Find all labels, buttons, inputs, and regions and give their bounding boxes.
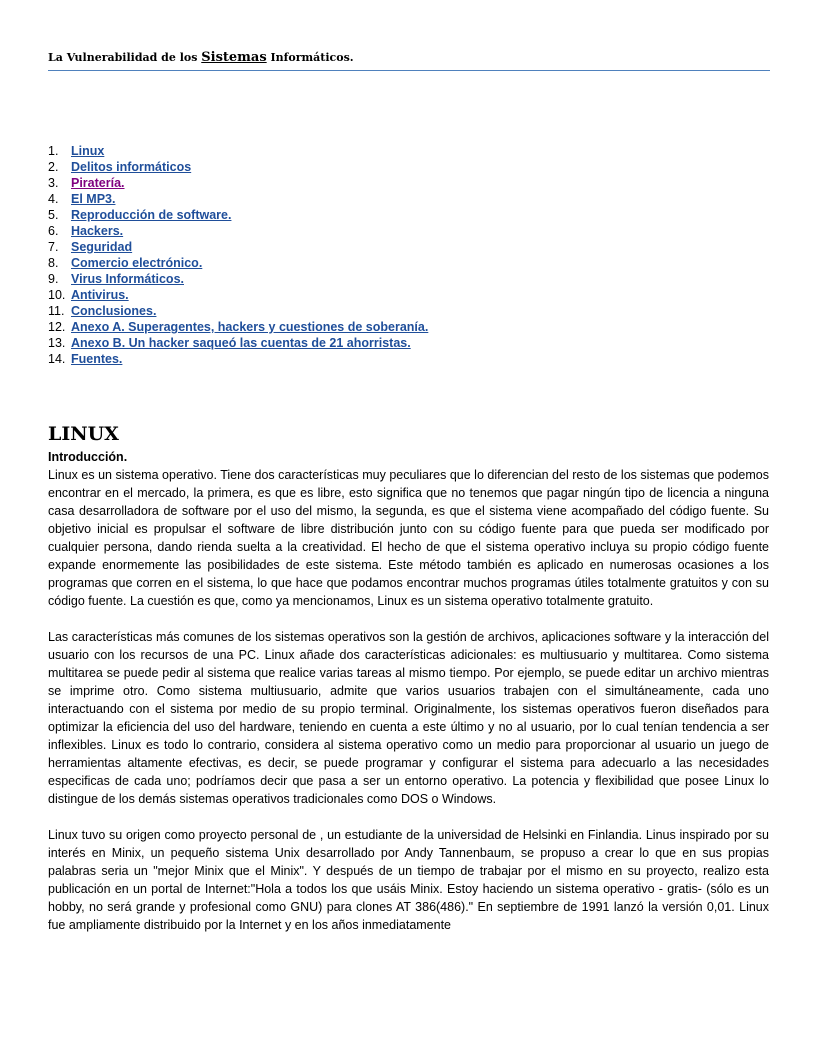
toc-item: 7. Seguridad	[48, 240, 133, 254]
toc-link-virus[interactable]: Virus Informáticos.	[71, 272, 184, 286]
toc-link-conclusiones[interactable]: Conclusiones.	[71, 304, 157, 318]
toc-item: 5. Reproducción de software.	[48, 208, 232, 222]
toc-item: 10. Antivirus.	[48, 288, 129, 302]
section-title: LINUX	[48, 423, 119, 445]
toc-link-anexo-b[interactable]: Anexo B. Un hacker saqueó las cuentas de 21 ahorristas.	[71, 336, 411, 350]
table-of-contents	[48, 143, 428, 367]
toc-link-delitos[interactable]: Delitos informáticos	[71, 160, 192, 174]
paragraph: Linux es un sistema operativo. Tiene dos características muy peculiares que lo diferencian del resto de los sistemas que podemos encontrar en el mercado, la primera, es que es libre, esto significa que no tenemos que pagar ningún tipo de licencia a ninguna casa desarrolladora de software por el uso del mismo, la segunda, es que el sistema viene acompañado del código fuente. Su objetivo inicial es propulsar el software de libre distribución junto con su código fuente para que pueda ser modificado por cualquier persona, dando rienda suelta a la creatividad. El hecho de que el sistema operativo incluya su propio código fuente expande enormemente las posibilidades de este sistema. Este método también es aplicado en numerosas ocasiones a los programas que corren en el sistema, lo que hace que podamos encontrar muchos programas útiles totalmente gratuitos y con su código fuente. La cuestión es que, como ya mencionamos, Linux es un sistema operativo totalmente gratuito.	[48, 468, 769, 608]
toc-item: 8. Comercio electrónico.	[48, 256, 203, 270]
toc-link-pirateria[interactable]: Piratería.	[71, 176, 125, 190]
toc-item: 6. Hackers.	[48, 224, 124, 238]
toc-link-reproduccion[interactable]: Reproducción de software.	[71, 208, 232, 222]
section-subtitle: Introducción.	[48, 450, 128, 464]
toc-item: 2. Delitos informáticos	[48, 160, 192, 174]
toc-item: 3. Piratería.	[48, 176, 125, 190]
header-underlined-word: Sistemas	[201, 50, 267, 65]
toc-link-mp3[interactable]: El MP3.	[71, 192, 116, 206]
toc-item: 9. Virus Informáticos.	[48, 272, 184, 286]
toc-link-fuentes[interactable]: Fuentes.	[71, 352, 123, 366]
header-prefix: La Vulnerabilidad de los	[48, 51, 202, 64]
toc-item: 12. Anexo A. Superagentes, hackers y cuestiones de soberanía.	[48, 320, 429, 334]
toc-item: 1. Linux	[48, 144, 105, 158]
toc-link-seguridad[interactable]: Seguridad	[71, 240, 133, 254]
toc-link-hackers[interactable]: Hackers.	[71, 224, 124, 238]
toc-link-comercio[interactable]: Comercio electrónico.	[71, 256, 203, 270]
toc-link-antivirus[interactable]: Antivirus.	[71, 288, 129, 302]
paragraph: Linux tuvo su origen como proyecto personal de , un estudiante de la universidad de Helsinki en Finlandia. Linus inspirado por su interés en Minix, un pequeño sistema Unix desarrollado por Andy Tannenbaum, se propuso a crear lo que en sus propias palabras seria un "mejor Minix que el Minix". Y después de un tiempo de trabajar por el mismo en su proyecto, realizo esta publicación en un portal de Internet:"Hola a todos los que usáis Minix. Estoy haciendo un sistema operativo - gratis- (sólo es un hobby, no será grande y profesional como GNU) para clones AT 386(486)." En septiembre de 1991 lanzó la versión 0,01. Linux fue ampliamente distribuido por la Internet y en los años inmediatamente	[48, 828, 769, 932]
section-body	[48, 448, 769, 934]
paragraph: Las características más comunes de los sistemas operativos son la gestión de archivos, aplicaciones software y la interacción del usuario con los recursos de una PC. Linux añade dos características adicionales: es multiusuario y multitarea. Como sistema multitarea se puede pedir al sistema que realice varias tareas al mismo tiempo. Por ejemplo, se puede editar un archivo mientras se imprime otro. Como sistema multiusuario, admite que varios usuarios trabajen con el simultáneamente, cada uno interactuando con el sistema por medio de su propio terminal. Originalmente, los sistemas operativos fueron diseñados para optimizar la eficiencia del uso del hardware, teniendo en cuenta a este último y no al usuario, por lo cual tenían tendencia a ser inflexibles. Linux es todo lo contrario, considera al sistema operativo como un medio para proporcionar al usuario un juego de herramientas altamente efectivas, es decir, se puede programar y configurar el sistema para adecuarlo a las necesidades especificas de cada uno; podríamos decir que pasa a ser un entorno operativo. La potencia y flexibilidad que posee Linux lo distingue de los demás sistemas operativos tradicionales como DOS o Windows.	[48, 630, 769, 806]
page-header	[48, 50, 770, 71]
toc-link-anexo-a[interactable]: Anexo A. Superagentes, hackers y cuestiones de soberanía.	[71, 320, 429, 334]
toc-item: 13. Anexo B. Un hacker saqueó las cuentas de 21 ahorristas.	[48, 336, 411, 350]
toc-item: 4. El MP3.	[48, 192, 116, 206]
toc-item: 11. Conclusiones.	[48, 304, 157, 318]
toc-item: 14. Fuentes.	[48, 352, 123, 366]
header-suffix: Informáticos.	[266, 51, 354, 64]
toc-link-linux[interactable]: Linux	[71, 144, 105, 158]
